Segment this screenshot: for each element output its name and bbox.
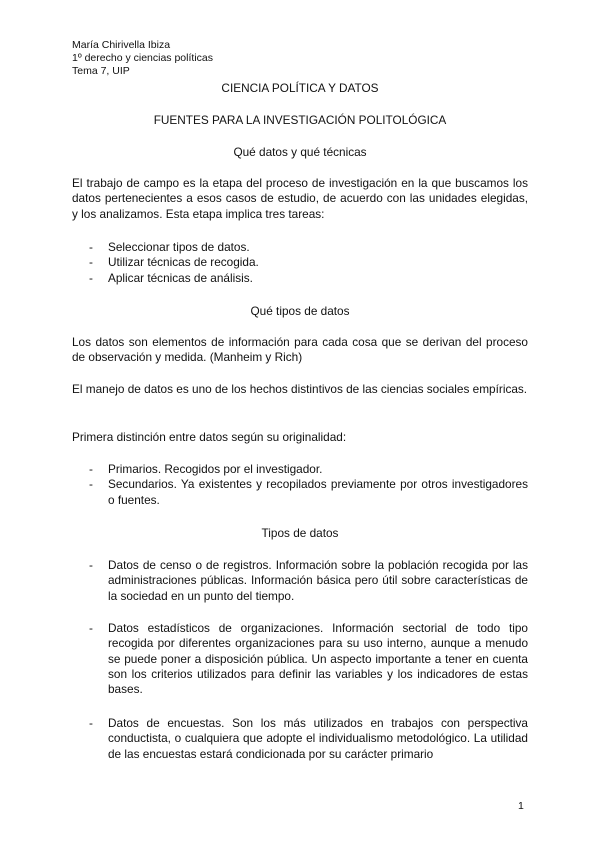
section-heading-datos-tecnicas: Qué datos y qué técnicas bbox=[233, 145, 367, 159]
bullet-dash: - bbox=[89, 716, 93, 730]
page-number: 1 bbox=[518, 800, 524, 812]
list-item-text: Datos de encuestas. Son los más utilizados en trabajos con perspectiva conductista, o cualquiera que adopte el individualismo metodológico. La utilidad de las encuestas estará condicionada por su carácter primario bbox=[108, 716, 528, 761]
header-topic: Tema 7, UIP bbox=[72, 65, 130, 77]
list-item bbox=[72, 240, 528, 255]
header-author: María Chirivella Ibiza bbox=[72, 39, 171, 51]
intro-paragraph: El trabajo de campo es la etapa del proceso de investigación en la que buscamos los datos pertenecientes a esos casos de estudio, de acuerdo con las unidades elegidas, y los analizamos. Esta etapa implica tres tareas: bbox=[72, 176, 528, 221]
list-item bbox=[72, 255, 528, 270]
list-item bbox=[72, 716, 528, 762]
document-subtitle: FUENTES PARA LA INVESTIGACIÓN POLITOLÓGICA bbox=[153, 113, 447, 127]
list-item bbox=[72, 462, 528, 477]
data-types-list-cont bbox=[72, 621, 528, 697]
bullet-dash: - bbox=[89, 621, 93, 635]
definition-paragraph: Los datos son elementos de información para cada cosa que se derivan del proceso de observación y medida. (Manheim y Rich) bbox=[72, 335, 528, 365]
bullet-dash: - bbox=[89, 240, 93, 254]
document-title: CIENCIA POLÍTICA Y DATOS bbox=[221, 81, 379, 95]
list-item-text: Aplicar técnicas de análisis. bbox=[108, 270, 253, 285]
list-item bbox=[72, 477, 528, 508]
data-types-list bbox=[72, 558, 528, 604]
bullet-dash: - bbox=[89, 462, 93, 476]
list-item-text: Datos estadísticos de organizaciones. Información sectorial de todo tipo recogida por diferentes organizaciones para su uso interno, aunque a menudo se puede poner a disposición pública. Un aspecto importante a tener en cuenta son los criterios utilizados para definir las variables y los indicadores de estas bases. bbox=[108, 621, 528, 697]
list-item-text: Secundarios. Ya existentes y recopilados previamente por otros investigadores o fuentes. bbox=[108, 477, 528, 507]
bullet-dash: - bbox=[89, 270, 93, 285]
data-types-list-cont2 bbox=[72, 716, 528, 762]
list-item-text: Utilizar técnicas de recogida. bbox=[108, 255, 259, 270]
originality-paragraph: Primera distinción entre datos según su originalidad: bbox=[72, 430, 347, 444]
list-item-text: Primarios. Recogidos por el investigador. bbox=[108, 462, 323, 476]
bullet-dash: - bbox=[89, 477, 93, 492]
list-item bbox=[72, 558, 528, 604]
header-course: 1º derecho y ciencias políticas bbox=[72, 52, 213, 64]
tasks-list bbox=[72, 240, 528, 286]
bullet-dash: - bbox=[89, 255, 93, 270]
list-item bbox=[72, 621, 528, 697]
list-item-text: Seleccionar tipos de datos. bbox=[108, 240, 250, 254]
section-heading-tipos: Tipos de datos bbox=[261, 526, 339, 540]
originality-list bbox=[72, 462, 528, 508]
list-item bbox=[72, 271, 528, 286]
bullet-dash: - bbox=[89, 558, 93, 572]
section-heading-tipos-datos: Qué tipos de datos bbox=[250, 304, 350, 318]
list-item-text: Datos de censo o de registros. Información sobre la población recogida por las administraciones públicas. Información básica pero útil sobre características de la sociedad en un punto del tiempo. bbox=[108, 558, 528, 603]
data-handling-paragraph: El manejo de datos es uno de los hechos distintivos de las ciencias sociales empíricas. bbox=[72, 382, 528, 396]
